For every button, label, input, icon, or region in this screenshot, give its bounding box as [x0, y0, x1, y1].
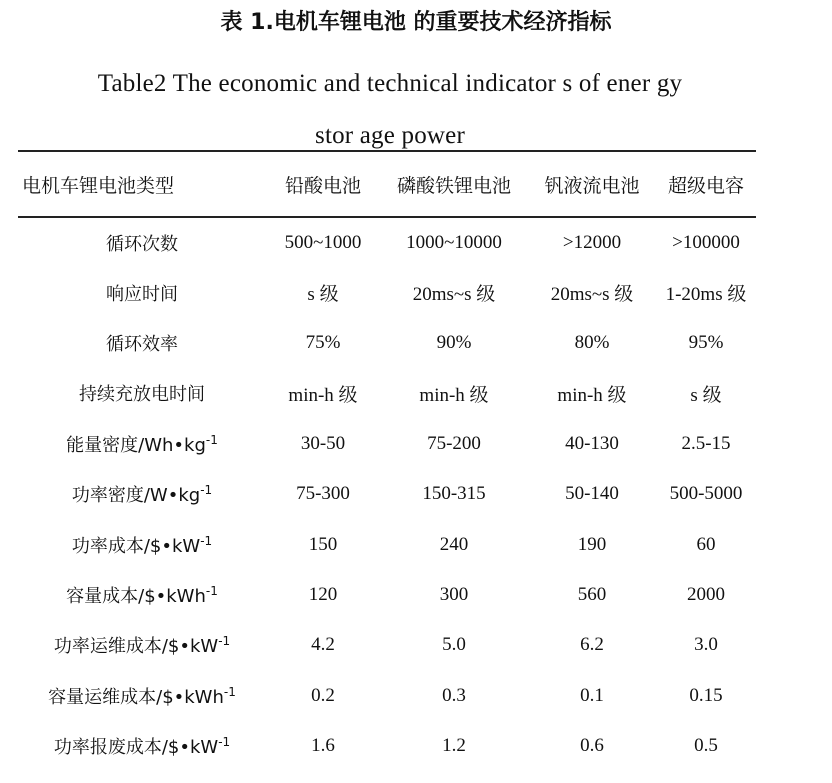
value-cell: min-h 级 — [288, 384, 358, 406]
value-cell: min-h 级 — [419, 384, 489, 406]
value-cell: >100000 — [672, 231, 740, 253]
table-row — [18, 368, 756, 418]
row-label-cell: 循环效率 — [106, 333, 178, 355]
row-label-cell: 容量成本/$•kWh$^{-1}$ — [66, 583, 218, 607]
value-cell: 2.5-15 — [681, 432, 731, 454]
value-cell: 190 — [577, 533, 607, 555]
table-caption-english-line-1: Table2 The economic and technical indicator s of ener gy — [97, 70, 683, 97]
table-row — [18, 419, 756, 469]
table-row — [18, 570, 756, 620]
value-cell: 75% — [305, 331, 341, 353]
value-cell: 150-315 — [422, 483, 486, 505]
value-cell: 50-140 — [565, 483, 619, 505]
row-label-cell: 功率运维成本$/\$•kW^{-1}$ — [53, 634, 231, 658]
value-cell: 30-50 — [300, 432, 346, 454]
value-cell: 3.0 — [694, 634, 718, 656]
row-label-cell: 循环次数 — [106, 233, 178, 255]
column-header-vanadium-flow: 钒液流电池 — [528, 151, 656, 217]
value-cell: 0.15 — [689, 684, 723, 706]
unit-exponent: -1 — [205, 432, 218, 447]
value-cell: 2000 — [687, 583, 725, 605]
table-caption-english-line-2: stor age power — [315, 122, 465, 149]
value-cell: 300 — [439, 583, 469, 605]
unit-exponent: -1 — [218, 735, 231, 750]
value-cell: s 级 — [307, 284, 339, 306]
value-cell: 150 — [308, 533, 338, 555]
value-cell: 1000~10000 — [406, 231, 502, 253]
table-row — [18, 267, 756, 317]
value-cell: 20ms~s 级 — [412, 284, 496, 306]
value-cell: 80% — [574, 331, 610, 353]
row-label-cell: 能量密度$/Wh•kg^{-1}$ — [66, 432, 218, 456]
table-header-row — [18, 151, 756, 217]
table-caption-chinese: 表 1.电机车锂电池 的重要技术经济指标 — [220, 10, 612, 35]
value-cell: 1.6 — [311, 735, 335, 757]
column-header-lithium-iron-phosphate: 磷酸铁锂电池 — [380, 151, 528, 217]
table-row — [18, 620, 756, 670]
value-cell: 75-200 — [427, 432, 481, 454]
unit-exponent: -1 — [205, 583, 218, 598]
row-label-cell: 响应时间 — [106, 283, 178, 305]
value-cell: min-h 级 — [557, 384, 627, 406]
value-cell: 0.1 — [580, 684, 604, 706]
column-header-battery-type: 电机车锂电池类型 — [18, 151, 266, 217]
row-label-cell: 容量运维成本/$•kWh$^{-1}$ — [48, 684, 236, 708]
value-cell: 5.0 — [442, 634, 466, 656]
value-cell: 40-130 — [565, 432, 619, 454]
table-row — [18, 721, 756, 771]
value-cell: 90% — [436, 331, 472, 353]
column-header-supercapacitor: 超级电容 — [656, 151, 756, 217]
value-cell: 0.6 — [580, 735, 604, 757]
value-cell: 1.2 — [442, 735, 466, 757]
unit-exponent: -1 — [200, 533, 213, 548]
value-cell: 1-20ms 级 — [665, 284, 747, 306]
value-cell: 500-5000 — [669, 483, 743, 505]
row-label-cell: 功率成本$/\$•kW^{-1}$ — [71, 533, 213, 557]
table-caption-english — [40, 58, 740, 162]
column-header-lead-acid: 铅酸电池 — [266, 151, 380, 217]
value-cell: 560 — [577, 583, 607, 605]
value-cell: 240 — [439, 533, 469, 555]
value-cell: s 级 — [690, 384, 722, 406]
unit-exponent: -1 — [218, 634, 231, 649]
value-cell: 0.2 — [311, 684, 335, 706]
value-cell: >12000 — [562, 231, 622, 253]
table-row — [18, 318, 756, 368]
value-cell: 60 — [696, 533, 716, 555]
value-cell: 120 — [308, 583, 338, 605]
value-cell: 0.3 — [442, 684, 466, 706]
row-label-cell: 功率报废成本$/\$•kW^{-1}$ — [53, 735, 231, 759]
indicators-table — [18, 150, 756, 771]
value-cell: 500~1000 — [284, 231, 362, 253]
value-cell: 0.5 — [694, 735, 718, 757]
table-row — [18, 519, 756, 569]
unit-exponent: -1 — [200, 483, 213, 498]
table-row — [18, 469, 756, 519]
value-cell: 20ms~s 级 — [550, 284, 634, 306]
unit-exponent: -1 — [223, 684, 236, 699]
value-cell: 95% — [688, 331, 724, 353]
row-label-cell: 功率密度$/W•kg^{-1}$ — [71, 483, 213, 507]
row-label-cell: 持续充放电时间 — [79, 384, 205, 406]
table-row — [18, 217, 756, 267]
table-row — [18, 671, 756, 721]
value-cell: 6.2 — [580, 634, 604, 656]
value-cell: 4.2 — [311, 634, 335, 656]
value-cell: 75-300 — [296, 483, 350, 505]
